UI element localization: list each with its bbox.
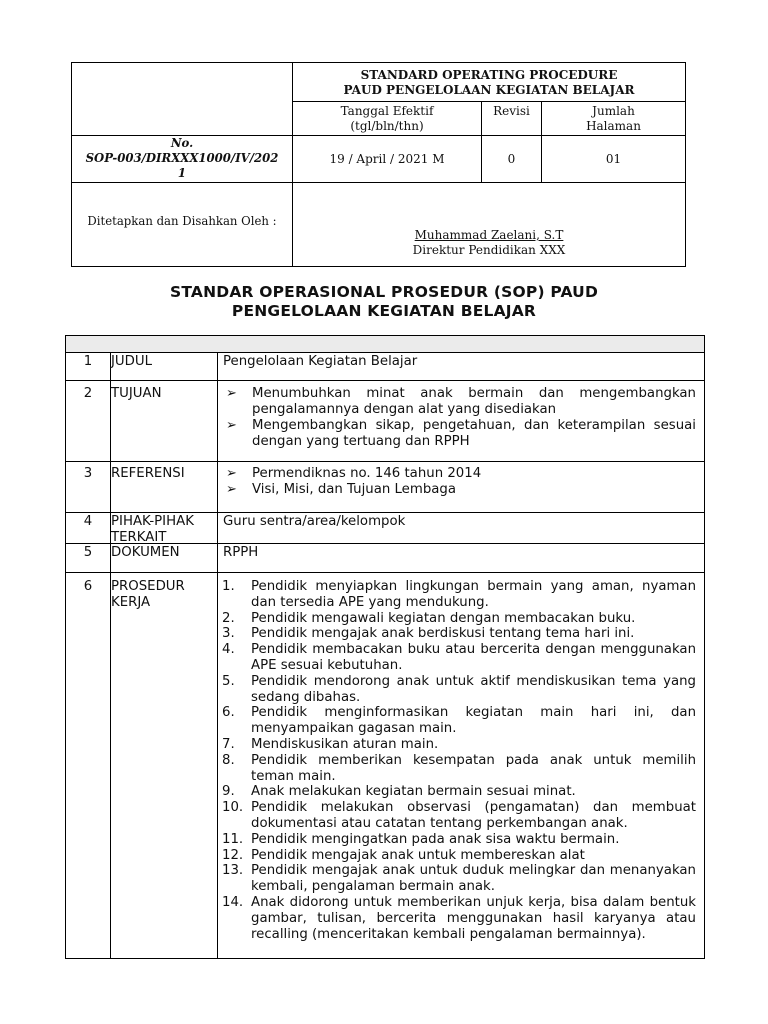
list-item: ➢ Mengembangkan sikap, pengetahuan, dan keterampilan sesuai dengan yang tertuang dan RPPH: [226, 418, 696, 449]
step-number: 13.: [222, 863, 244, 879]
procedure-step: [222, 611, 696, 627]
step-number: 12.: [222, 847, 244, 863]
document-title: [0, 283, 768, 321]
tujuan-label: TUJUAN: [111, 386, 162, 401]
document-title-line2: PENGELOLAAN KEGIATAN BELAJAR: [231, 302, 537, 320]
procedure-step: [222, 863, 696, 895]
step-number: 4.: [222, 642, 235, 658]
row-number: 2: [83, 386, 93, 401]
prosedur-label: PROSEDUR KERJA: [111, 579, 185, 610]
step-number: 11.: [222, 831, 244, 847]
step-number: 10.: [222, 800, 244, 816]
procedure-step: [222, 705, 696, 737]
ditetapkan-label: Ditetapkan dan Disahkan Oleh :: [87, 214, 277, 228]
step-text: Pendidik menginformasikan kegiatan main hari ini, dan menyampaikan gagasan main.: [251, 705, 696, 737]
step-number: 9.: [222, 784, 235, 800]
tujuan-list: [226, 386, 696, 450]
signer-name: Muhammad Zaelani, S.T: [414, 228, 564, 242]
sop-number-suffix: 1: [177, 166, 187, 180]
step-text: Anak didorong untuk memberikan unjuk kerja, bisa dalam bentuk gambar, tulisan, bercerita menggunakan hasil karyanya atau recalling (menceritakan kembali pengalaman bermainnya).: [251, 894, 696, 942]
step-text: Pendidik mengingatkan pada anak sisa waktu bermain.: [251, 831, 620, 847]
judul-label: JUDUL: [111, 354, 153, 369]
procedure-step: [222, 848, 696, 864]
judul-content: Pengelolaan Kegiatan Belajar: [223, 354, 418, 369]
row-number: 6: [83, 579, 93, 594]
procedure-step: [222, 737, 696, 753]
jumlah-value: 01: [605, 152, 622, 166]
row-number: 5: [83, 545, 93, 560]
sop-content-table: [65, 335, 705, 959]
row-number: 3: [83, 466, 93, 481]
list-item: ➢ Visi, Misi, dan Tujuan Lembaga: [226, 482, 456, 497]
referensi-label: REFERENSI: [111, 466, 185, 481]
step-number: 14.: [222, 894, 244, 910]
jumlah-label: Jumlah: [592, 104, 635, 118]
procedure-step: [222, 579, 696, 611]
tanggal-value: 19 / April / 2021 M: [329, 152, 445, 166]
sop-title-line1: STANDARD OPERATING PROCEDURE: [360, 68, 618, 82]
step-number: 6.: [222, 705, 235, 721]
halaman-label: Halaman: [586, 119, 641, 133]
sop-number: SOP-003/DIRXXX1000/IV/202: [85, 151, 279, 165]
document-title-line1: STANDAR OPERASIONAL PROSEDUR (SOP) PAUD: [169, 283, 599, 301]
step-text: Pendidik melakukan observasi (pengamatan) dan membuat dokumentasi atau catatan tentang perkembangan anak.: [251, 800, 696, 831]
step-text: Mendiskusikan aturan main.: [251, 736, 439, 752]
revisi-value: 0: [507, 152, 516, 166]
arrowhead-bullet-icon: ➢: [226, 482, 237, 497]
referensi-list: [226, 466, 696, 498]
tanggal-efektif-label: Tanggal Efektif: [340, 104, 434, 118]
procedure-step: [222, 642, 696, 674]
step-number: 3.: [222, 626, 235, 642]
dokumen-label: DOKUMEN: [111, 545, 180, 560]
procedure-step: [222, 674, 696, 706]
step-text: Pendidik mengajak anak untuk membereskan alat: [251, 847, 585, 863]
sop-header-table: [71, 62, 686, 267]
step-text: Pendidik memberikan kesempatan pada anak untuk memilih teman main.: [251, 752, 696, 784]
arrowhead-bullet-icon: ➢: [226, 418, 237, 433]
step-number: 2.: [222, 610, 235, 626]
step-text: Pendidik menyiapkan lingkungan bermain yang aman, nyaman dan tersedia APE yang mendukung.: [251, 579, 696, 610]
sop-title-line2: PAUD PENGELOLAAN KEGIATAN BELAJAR: [343, 83, 635, 97]
step-number: 1.: [222, 579, 235, 594]
list-item: ➢ Menumbuhkan minat anak bermain dan mengembangkan pengalamannya dengan alat yang disediakan: [226, 386, 696, 417]
prosedur-steps: [222, 579, 696, 942]
procedure-step: [222, 800, 696, 832]
list-item: ➢ Permendiknas no. 146 tahun 2014: [226, 466, 482, 481]
pihak-content: Guru sentra/area/kelompok: [223, 514, 406, 529]
table-header-band: [66, 336, 704, 352]
step-text: Pendidik mengawali kegiatan dengan membacakan buku.: [251, 610, 636, 626]
tanggal-format-label: (tgl/bln/thn): [350, 119, 424, 133]
step-number: 7.: [222, 736, 235, 752]
procedure-step: [222, 832, 696, 848]
procedure-step: [222, 626, 696, 642]
dokumen-content: RPPH: [223, 545, 259, 560]
step-text: Pendidik membacakan buku atau bercerita dengan menggunakan APE sesuai kebutuhan.: [251, 642, 696, 673]
arrowhead-bullet-icon: ➢: [226, 466, 237, 481]
step-text: Anak melakukan kegiatan bermain sesuai minat.: [251, 784, 576, 800]
pihak-label: PIHAK-PIHAK TERKAIT: [111, 514, 194, 545]
step-text: Pendidik mengajak anak untuk duduk melingkar dan menanyakan kembali, pengalaman bermain anak.: [251, 863, 696, 895]
step-text: Pendidik mengajak anak berdiskusi tentang tema hari ini.: [251, 626, 635, 642]
procedure-step: [222, 895, 696, 942]
step-text: Pendidik mendorong anak untuk aktif mendiskusikan tema yang sedang dibahas.: [251, 673, 696, 705]
procedure-step: [222, 753, 696, 785]
row-number: 4: [83, 514, 93, 529]
step-number: 5.: [222, 673, 235, 689]
signer-title: Direktur Pendidikan XXX: [412, 243, 566, 257]
no-label: No.: [170, 136, 194, 150]
step-number: 8.: [222, 752, 235, 768]
revisi-label: Revisi: [493, 104, 530, 118]
procedure-step: [222, 784, 696, 800]
arrowhead-bullet-icon: ➢: [226, 386, 237, 401]
row-number: 1: [83, 354, 93, 369]
